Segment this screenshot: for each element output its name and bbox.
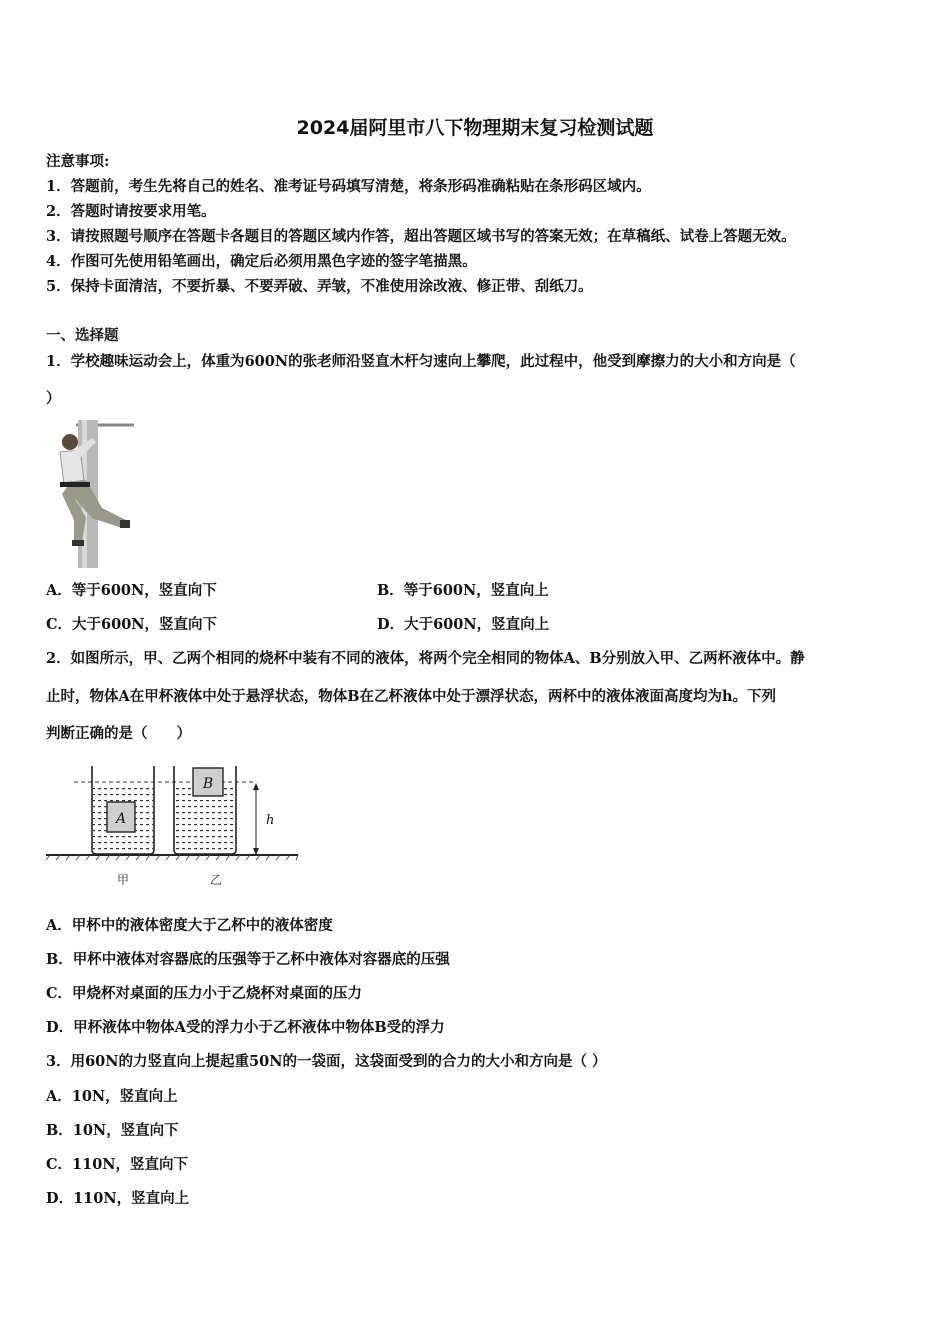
notice-item: 5．保持卡面清洁，不要折暴、不要弄破、弄皱，不准使用涂改液、修正带、刮纸刀。 [46, 278, 593, 295]
q2-stem-line2: 止时，物体A在甲杯液体中处于悬浮状态，物体B在乙杯液体中处于漂浮状态，两杯中的液体液面高度均为h。下列 [46, 688, 777, 705]
notice-item: 4．作图可先使用铅笔画出，确定后必须用黑色字迹的签字笔描黑。 [46, 253, 477, 270]
notice-item: 2．答题时请按要求用笔。 [46, 203, 216, 220]
q2-stem-line3: 判断正确的是（ ） [46, 725, 191, 742]
beakers-figure [44, 762, 300, 862]
notice-item: 1．答题前，考生先将自己的姓名、准考证号码填写清楚，将条形码准确粘贴在条形码区域内。 [46, 178, 651, 195]
q1-option-a: A．等于600N，竖直向下 [46, 582, 217, 599]
notice-heading: 注意事项: [46, 153, 110, 170]
q2-option-d: D．甲杯液体中物体A受的浮力小于乙杯液体中物体B受的浮力 [46, 1019, 445, 1036]
q1-stem-end: ） [46, 390, 61, 407]
q3-option-c: C．110N，竖直向下 [46, 1156, 189, 1173]
q3-stem: 3．用60N的力竖直向上提起重50N的一袋面，这袋面受到的合力的大小和方向是（ ） [46, 1053, 607, 1070]
q3-option-a: A．10N，竖直向上 [46, 1088, 178, 1105]
q1-option-c: C．大于600N，竖直向下 [46, 616, 218, 633]
q1-stem: 1．学校趣味运动会上，体重为600N的张老师沿竖直木杆匀速向上攀爬，此过程中，他受到摩擦力的大小和方向是（ [46, 353, 796, 370]
section-heading: 一、选择题 [46, 327, 119, 344]
beaker-caption-right: 乙 [210, 873, 223, 887]
q2-option-b: B．甲杯中液体对容器底的压强等于乙杯中液体对容器底的压强 [46, 951, 450, 968]
q3-option-b: B．10N，竖直向下 [46, 1122, 179, 1139]
q2-stem-line1: 2．如图所示，甲、乙两个相同的烧杯中装有不同的液体，将两个完全相同的物体A、B分别放入甲、乙两杯液体中。静 [46, 650, 805, 667]
beaker-caption-left: 甲 [117, 873, 130, 887]
object-b-label: B [202, 776, 214, 792]
q1-option-d: D．大于600N，竖直向上 [377, 616, 550, 633]
notice-item: 3．请按照题号顺序在答题卡各题目的答题区域内作答，超出答题区域书写的答案无效；在草稿纸、试卷上答题无效。 [46, 228, 796, 245]
height-label: h [266, 813, 275, 828]
object-a-label: A [115, 811, 127, 827]
q1-option-b: B．等于600N，竖直向上 [377, 582, 549, 599]
page-title: 2024届阿里市八下物理期末复习检测试题 [296, 117, 654, 139]
q2-option-c: C．甲烧杯对桌面的压力小于乙烧杯对桌面的压力 [46, 985, 363, 1002]
climbing-teacher-figure [46, 420, 138, 568]
q3-option-d: D．110N，竖直向上 [46, 1190, 190, 1207]
q2-option-a: A．甲杯中的液体密度大于乙杯中的液体密度 [46, 917, 333, 934]
